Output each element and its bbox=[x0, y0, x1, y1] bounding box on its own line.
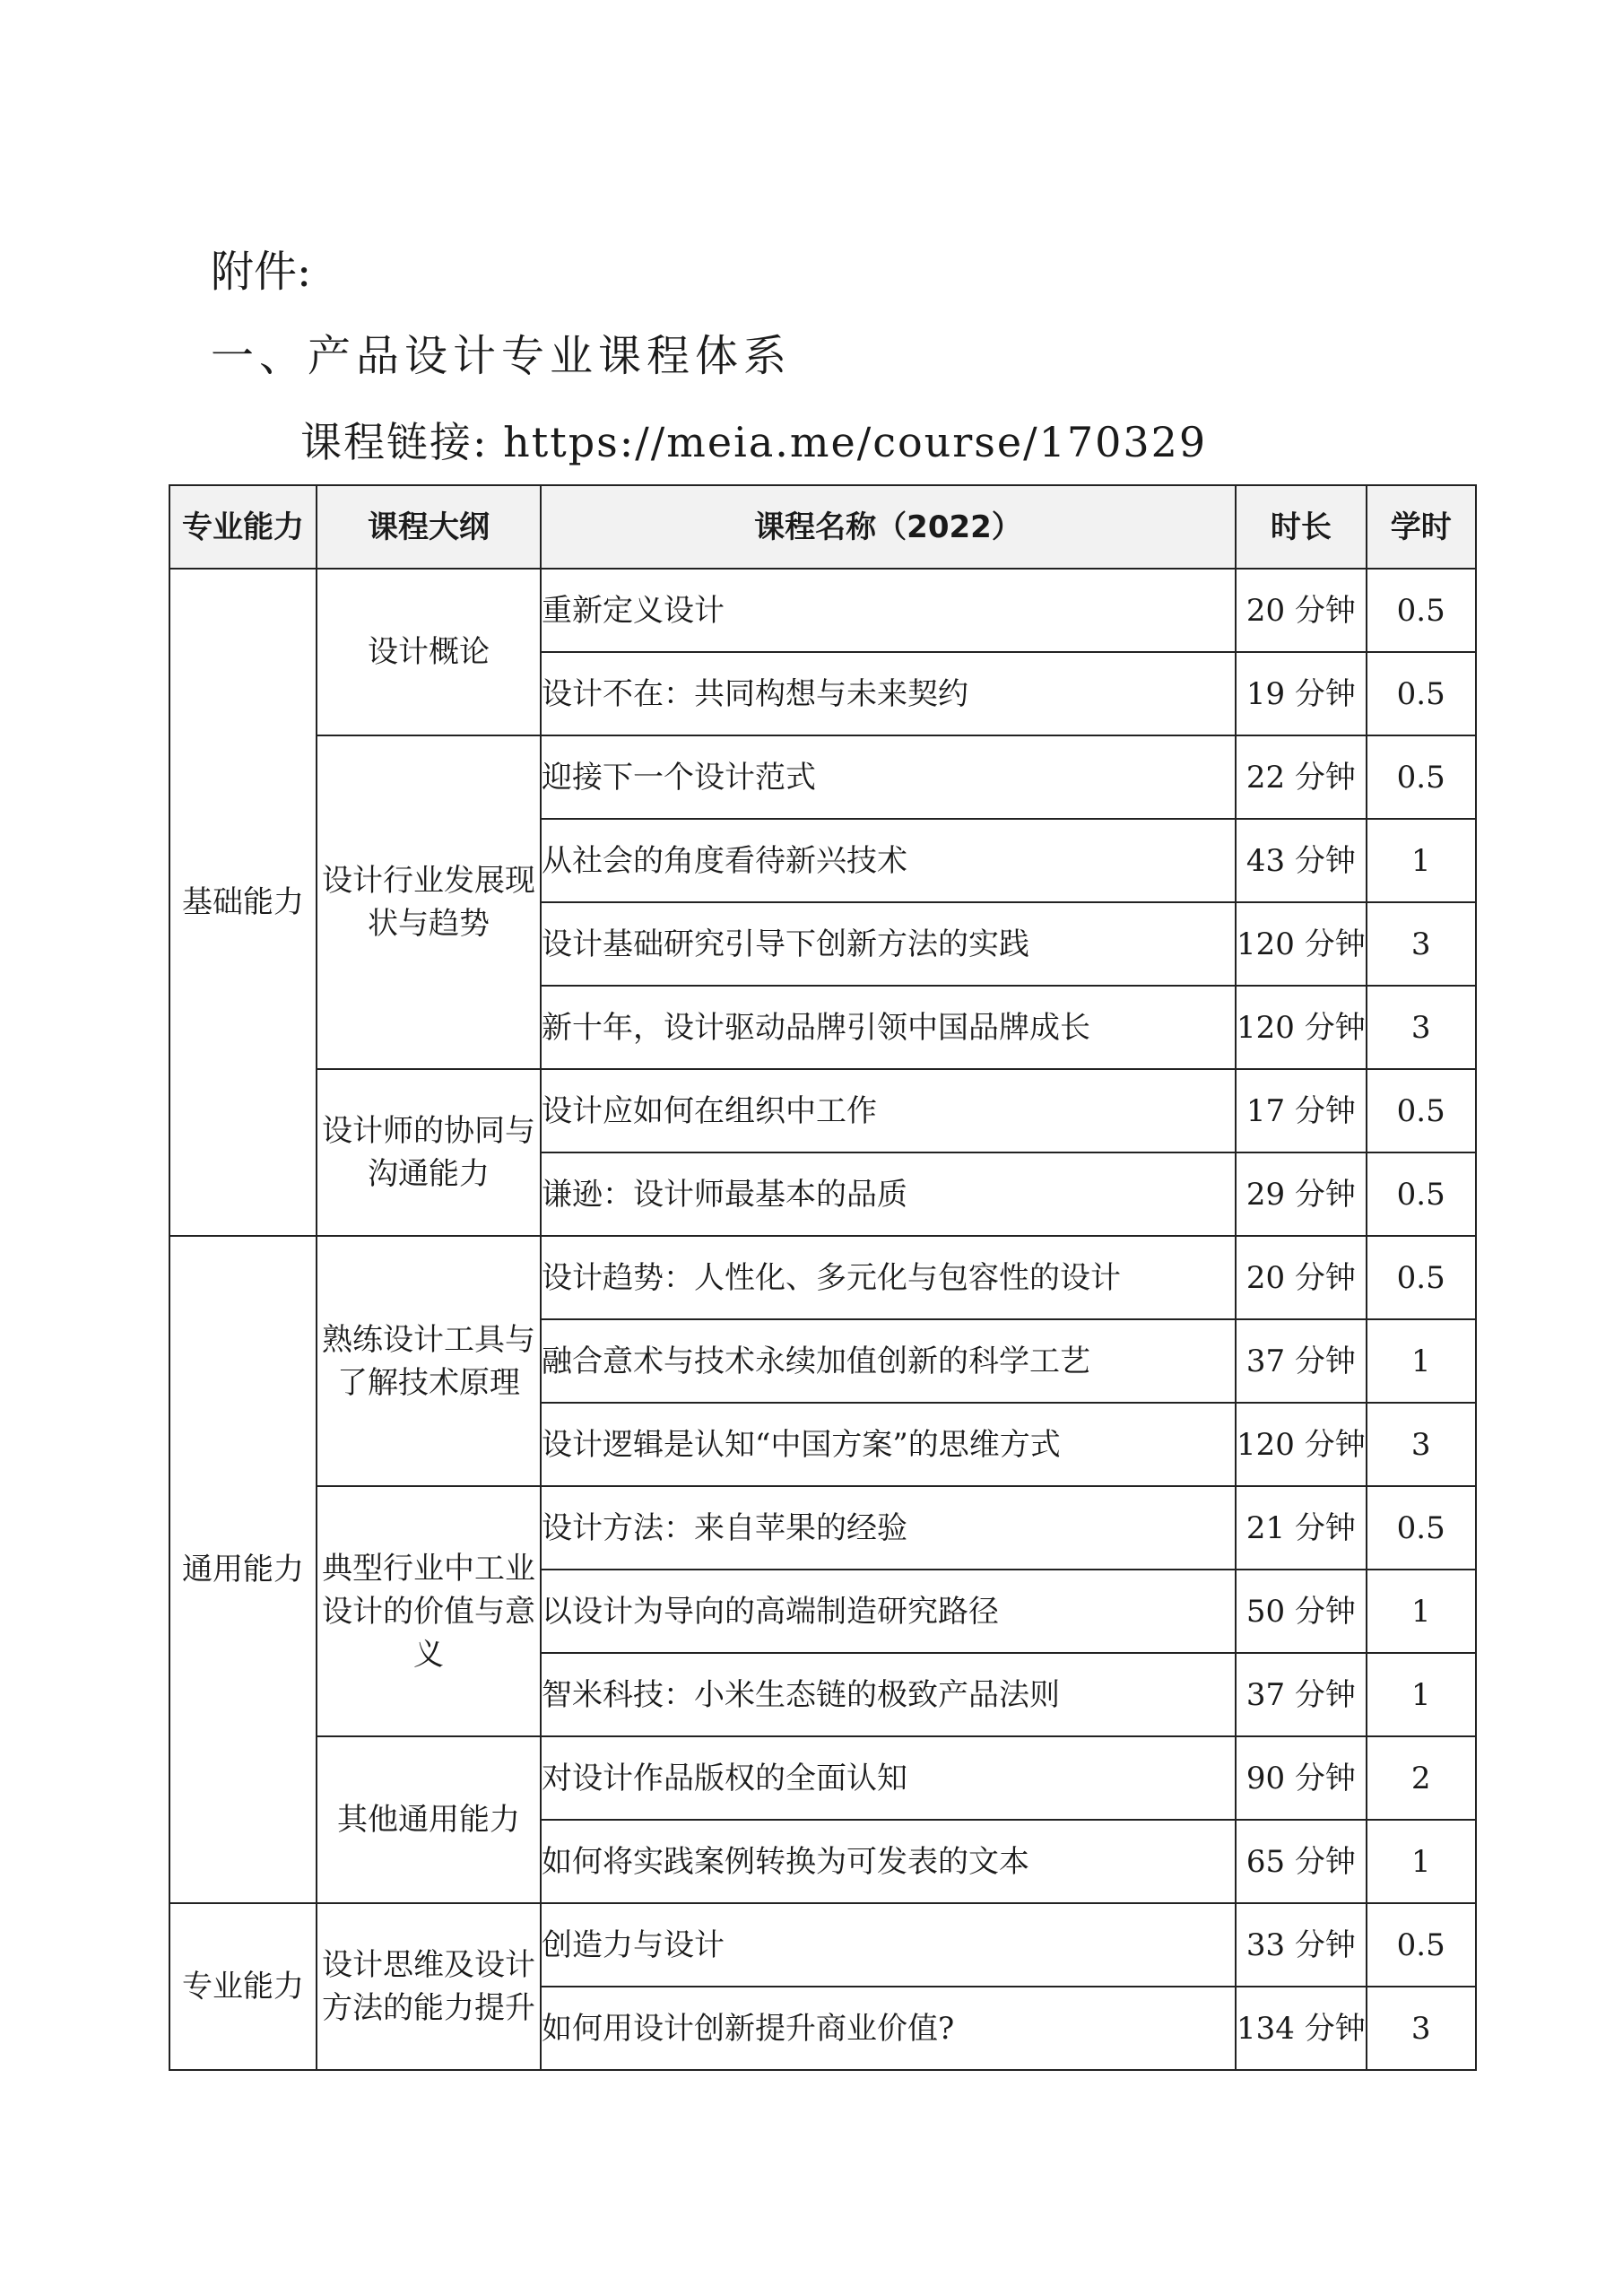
course-name-cell: 如何将实践案例转换为可发表的文本 bbox=[541, 1820, 1236, 1903]
course-link[interactable]: 课程链接: https://meia.me/course/170329 bbox=[300, 418, 1208, 466]
credit-hours-cell: 0.5 bbox=[1367, 1152, 1476, 1236]
course-name-cell: 迎接下一个设计范式 bbox=[541, 735, 1236, 819]
outline-cell: 典型行业中工业设计的价值与意义 bbox=[317, 1486, 541, 1736]
table-row bbox=[169, 1236, 1476, 1319]
course-name-cell: 融合意术与技术永续加值创新的科学工艺 bbox=[541, 1319, 1236, 1403]
duration-cell: 33 分钟 bbox=[1236, 1903, 1367, 1987]
credit-hours-cell: 1 bbox=[1367, 1820, 1476, 1903]
attachment-label: 附件: bbox=[211, 247, 312, 297]
duration-cell: 43 分钟 bbox=[1236, 819, 1367, 902]
duration-cell: 120 分钟 bbox=[1236, 1403, 1367, 1486]
capability-cell: 基础能力 bbox=[169, 569, 317, 1236]
course-name-cell: 设计方法：来自苹果的经验 bbox=[541, 1486, 1236, 1570]
header-outline: 课程大纲 bbox=[317, 485, 541, 569]
table-row bbox=[169, 1486, 1476, 1570]
course-name-cell: 谦逊：设计师最基本的品质 bbox=[541, 1152, 1236, 1236]
credit-hours-cell: 0.5 bbox=[1367, 652, 1476, 735]
credit-hours-cell: 0.5 bbox=[1367, 1486, 1476, 1570]
course-name-cell: 设计应如何在组织中工作 bbox=[541, 1069, 1236, 1152]
duration-cell: 19 分钟 bbox=[1236, 652, 1367, 735]
credit-hours-cell: 0.5 bbox=[1367, 1903, 1476, 1987]
table-row bbox=[169, 1069, 1476, 1152]
credit-hours-cell: 1 bbox=[1367, 1570, 1476, 1653]
credit-hours-cell: 0.5 bbox=[1367, 1069, 1476, 1152]
header-capability: 专业能力 bbox=[169, 485, 317, 569]
header-duration: 时长 bbox=[1236, 485, 1367, 569]
course-name-cell: 从社会的角度看待新兴技术 bbox=[541, 819, 1236, 902]
course-name-cell: 设计不在：共同构想与未来契约 bbox=[541, 652, 1236, 735]
credit-hours-cell: 3 bbox=[1367, 1403, 1476, 1486]
section-title: 一、产品设计专业课程体系 bbox=[211, 331, 793, 381]
outline-cell: 设计师的协同与沟通能力 bbox=[317, 1069, 541, 1236]
credit-hours-cell: 2 bbox=[1367, 1736, 1476, 1820]
credit-hours-cell: 0.5 bbox=[1367, 569, 1476, 652]
course-name-cell: 设计逻辑是认知“中国方案”的思维方式 bbox=[541, 1403, 1236, 1486]
duration-cell: 120 分钟 bbox=[1236, 986, 1367, 1069]
outline-cell: 熟练设计工具与了解技术原理 bbox=[317, 1236, 541, 1486]
course-table bbox=[169, 484, 1477, 2071]
table-row bbox=[169, 1736, 1476, 1820]
duration-cell: 37 分钟 bbox=[1236, 1653, 1367, 1736]
course-name-cell: 设计基础研究引导下创新方法的实践 bbox=[541, 902, 1236, 986]
credit-hours-cell: 0.5 bbox=[1367, 735, 1476, 819]
duration-cell: 65 分钟 bbox=[1236, 1820, 1367, 1903]
table-row bbox=[169, 1903, 1476, 1987]
credit-hours-cell: 1 bbox=[1367, 1653, 1476, 1736]
course-name-cell: 智米科技：小米生态链的极致产品法则 bbox=[541, 1653, 1236, 1736]
capability-cell: 通用能力 bbox=[169, 1236, 317, 1903]
credit-hours-cell: 1 bbox=[1367, 1319, 1476, 1403]
duration-cell: 37 分钟 bbox=[1236, 1319, 1367, 1403]
course-name-cell: 对设计作品版权的全面认知 bbox=[541, 1736, 1236, 1820]
course-name-cell: 重新定义设计 bbox=[541, 569, 1236, 652]
credit-hours-cell: 1 bbox=[1367, 819, 1476, 902]
credit-hours-cell: 0.5 bbox=[1367, 1236, 1476, 1319]
outline-cell: 设计思维及设计方法的能力提升 bbox=[317, 1903, 541, 2070]
outline-cell: 设计行业发展现状与趋势 bbox=[317, 735, 541, 1069]
table-row bbox=[169, 569, 1476, 652]
duration-cell: 17 分钟 bbox=[1236, 1069, 1367, 1152]
header-credit-hours: 学时 bbox=[1367, 485, 1476, 569]
capability-cell: 专业能力 bbox=[169, 1903, 317, 2070]
duration-cell: 90 分钟 bbox=[1236, 1736, 1367, 1820]
duration-cell: 29 分钟 bbox=[1236, 1152, 1367, 1236]
course-name-cell: 新十年，设计驱动品牌引领中国品牌成长 bbox=[541, 986, 1236, 1069]
duration-cell: 50 分钟 bbox=[1236, 1570, 1367, 1653]
duration-cell: 20 分钟 bbox=[1236, 569, 1367, 652]
duration-cell: 22 分钟 bbox=[1236, 735, 1367, 819]
header-course-name: 课程名称（2022） bbox=[541, 485, 1236, 569]
duration-cell: 20 分钟 bbox=[1236, 1236, 1367, 1319]
table-header-row bbox=[169, 485, 1476, 569]
course-name-cell: 创造力与设计 bbox=[541, 1903, 1236, 1987]
duration-cell: 120 分钟 bbox=[1236, 902, 1367, 986]
duration-cell: 134 分钟 bbox=[1236, 1987, 1367, 2070]
outline-cell: 其他通用能力 bbox=[317, 1736, 541, 1903]
course-name-cell: 设计趋势：人性化、多元化与包容性的设计 bbox=[541, 1236, 1236, 1319]
course-name-cell: 以设计为导向的高端制造研究路径 bbox=[541, 1570, 1236, 1653]
outline-cell: 设计概论 bbox=[317, 569, 541, 735]
credit-hours-cell: 3 bbox=[1367, 902, 1476, 986]
credit-hours-cell: 3 bbox=[1367, 986, 1476, 1069]
credit-hours-cell: 3 bbox=[1367, 1987, 1476, 2070]
duration-cell: 21 分钟 bbox=[1236, 1486, 1367, 1570]
course-name-cell: 如何用设计创新提升商业价值? bbox=[541, 1987, 1236, 2070]
table-row bbox=[169, 735, 1476, 819]
